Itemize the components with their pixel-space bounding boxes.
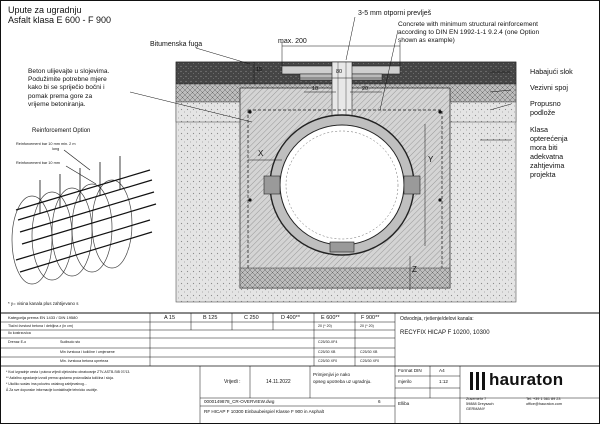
class-a15: A 15 [164,315,176,321]
note-line: ** Asfaltno zgradanje izvodi prema uputama proizvođača količina i sloja. [6,376,114,380]
address-line: Zusemehr 7 [466,397,487,401]
f900-value-1: 20 (* 20) [360,324,374,328]
dimension-18: 18 [312,86,319,92]
load-class-label-6: projekta [530,170,556,179]
format-label: Format DIN [398,368,422,373]
email-line: office@hauraton.com [526,402,563,406]
address-line: 59888 Dreysach [466,402,494,406]
drawing-title-line1: Upute za ugradnju [8,5,82,15]
dimension-x: X [258,149,264,158]
class-c250: C 250 [244,315,259,321]
page-label: Elliba [398,401,410,406]
concrete-note-line: vrijeme betoniranja. [28,100,86,108]
concrete-note-line: Podužimite potrebne mjere [28,76,107,84]
category-row-label: Kategorija prema EN 1433 / DIN 19580 [8,315,78,320]
class-d400: D 400** [281,315,300,321]
cross-section [130,17,516,302]
load-class-label-3: mora biti [530,143,558,152]
concrete-note-3: shown as example) [398,37,455,44]
e600-value-3: C25/30 XB [318,350,336,354]
date-value: 14.11.2022 [266,379,291,385]
e600-value-4: C25/30 XF0 [318,359,338,363]
joint-width-label: 3-5 mm otporni prevlješ [358,10,432,17]
format-value: A4 [439,368,445,373]
note-line: * Kod izgradnje cesta i putova vrijedi cijelovidno obratovanje ZTV-ASTB-StB 07/13. [6,370,131,374]
load-class-label-5: zahtjevima [530,161,565,170]
bitumen-joint-label: Bitumenska fuga [150,41,203,48]
load-class-label: Klasa [530,125,548,134]
footnote: * y= visina kanala plus zahtijevano s [8,301,79,306]
concrete-note-line: pomak prema gore za [28,92,93,100]
dimension-20: 20 [362,86,369,92]
class-f900: F 900** [361,315,380,321]
drawing-number: 0000149878_CR-OVERVIEW.dwg [204,399,275,404]
class-b125: B 125 [203,315,218,321]
concrete-note-line: kako bi se spriječio bočni i [28,84,105,92]
binder-course-label: Vezivni spoj [530,83,568,92]
date-label: Vrijedi : [224,379,241,385]
reinforcement-option-label: Reinforcement Option [32,128,91,134]
contact-block [526,397,562,407]
f900-value-4: C25/30 XF0 [360,359,380,363]
rebar-label-1: Reinforcement bar 10 mm min. 2 m [16,142,76,146]
max-dimension-label: max. 200 [278,38,307,45]
concrete-pour-note [28,68,109,109]
sheet-number: 6 [378,399,381,404]
row3-label-b: Drenaz E-o [8,340,27,344]
concrete-note-2: according to DIN EN 1992-1-1 9.2.4 (one Option [398,29,540,36]
drawing-title-line2: Asfalt klasa E 600 - F 900 [8,15,112,25]
product-header: Odvodnja, rješenje/delovi kanala: [400,316,474,322]
dimension-z: Z [412,265,417,274]
row3-label-a: Ilo kostrzuvica [8,331,31,335]
rebar-label-1b: long [52,147,60,151]
strength-row-label: Tlačni čvrstost betona / debljina z (in cm) [8,324,74,328]
concrete-note-1: Concrete with minimum structural reinforcement [398,21,538,28]
rebar-label-2: Reinforcement bar 10 mm [16,161,60,165]
scale-value: 1:12 [439,379,448,384]
layer-labels [530,67,573,179]
permeable-base-label: Propusno [530,99,561,108]
wearing-course-label: Habajući slok [530,67,573,76]
approval-line-2: opseg upotreba uz ugradnju. [313,379,372,384]
bottom-description: RF HICAP F 10300 Einbaubeispiel Klasse F 900 in Asphalt [204,409,324,414]
dimension-y: Y [428,155,434,164]
scale-label: mjerilo [398,379,412,384]
product-name: RECYFIX HICAP F 10200, 10300 [400,330,490,336]
note-line: * Ukoliko sustav ima polovinu ostalnog zahtjevalnog... [6,382,87,386]
class-e600: E 600** [321,315,340,321]
row5-label: Min čvrstoca i količine i umjeraene [60,350,115,354]
permeable-base-label-2: podlože [530,108,556,117]
e600-value-1: 20 (* 20) [318,324,332,328]
address-block [466,397,494,412]
row4-label: Sudbudo sto [60,340,81,344]
approval-line-1: Primjenjivi je nako [313,372,351,377]
dimension-80: 80 [336,69,343,75]
brand-name: hauraton [489,370,564,389]
concrete-note-line: Beton ulijevajte u slojevima. [28,68,110,75]
address-line: GERMANY [466,407,486,411]
load-class-label-2: opterećenja [530,134,568,143]
table-notes [6,369,196,393]
row6-label: Min. čvrstoca betona upreteza [60,359,109,363]
dimension-15: 15 [256,67,263,73]
e600-value-2: C25/30-XF4 [318,340,338,344]
f900-value-3: C25/30 XB [360,350,378,354]
phone-line: Tel. +39 1 561 89 23 [526,397,561,401]
note-line: Â Za sve dopunske informacije kontaktirajte tehnicko osoblje. [6,388,98,392]
load-class-label-4: adekvatna [530,152,564,161]
